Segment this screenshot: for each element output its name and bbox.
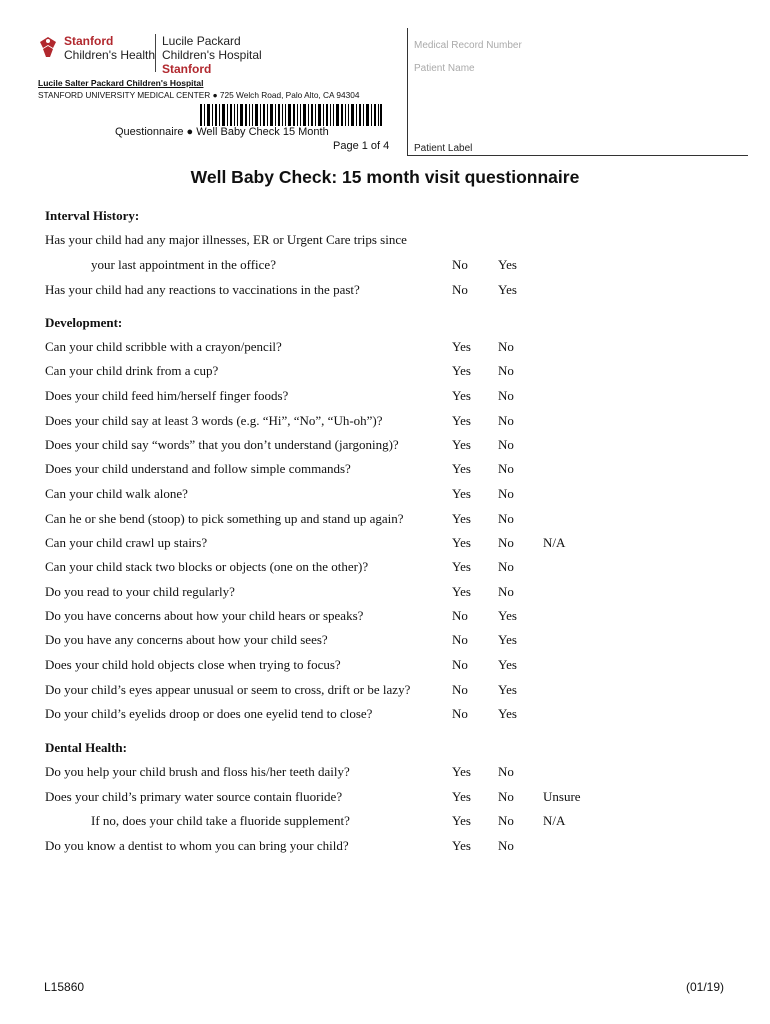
patient-label-border-left: [407, 28, 408, 156]
option-yes[interactable]: Yes: [452, 486, 471, 501]
option-no[interactable]: No: [498, 764, 514, 779]
question-simple-commands: Does your child understand and follow simple commands?: [45, 461, 351, 476]
logo-stanford: Stanford: [64, 34, 114, 48]
option-na[interactable]: N/A: [543, 813, 566, 828]
option-no[interactable]: No: [498, 584, 514, 599]
option-no[interactable]: No: [498, 535, 514, 550]
option-no[interactable]: No: [498, 437, 514, 452]
option-yes[interactable]: Yes: [498, 706, 517, 721]
option-no[interactable]: No: [498, 461, 514, 476]
hospital-address: STANFORD UNIVERSITY MEDICAL CENTER ● 725 Welch Road, Palo Alto, CA 94304: [38, 90, 360, 100]
option-yes[interactable]: Yes: [498, 632, 517, 647]
option-yes[interactable]: Yes: [452, 437, 471, 452]
question-fluoride-supplement: If no, does your child take a fluoride supplement?: [91, 813, 350, 828]
option-yes[interactable]: Yes: [452, 461, 471, 476]
form-code: L15860: [44, 980, 85, 994]
patient-label: Patient Label: [414, 143, 473, 154]
option-yes[interactable]: Yes: [452, 764, 471, 779]
option-yes[interactable]: Yes: [452, 813, 471, 828]
option-no[interactable]: No: [452, 706, 468, 721]
logo-divider: [155, 34, 156, 72]
question-three-words: Does your child say at least 3 words (e.g. “Hi”, “No”, “Uh-oh”)?: [45, 413, 383, 428]
option-no[interactable]: No: [498, 789, 514, 804]
logo-lpch-line1: Lucile Packard: [162, 34, 241, 48]
option-yes[interactable]: Yes: [498, 608, 517, 623]
option-no[interactable]: No: [498, 511, 514, 526]
question-jargoning: Does your child say “words” that you don’t understand (jargoning)?: [45, 437, 399, 452]
section-dental-health: Dental Health:: [45, 740, 127, 755]
option-no[interactable]: No: [498, 559, 514, 574]
barcode-icon: [200, 104, 382, 126]
option-yes[interactable]: Yes: [452, 559, 471, 574]
option-no[interactable]: No: [452, 682, 468, 697]
question-eyes-unusual: Do your child’s eyes appear unusual or seem to cross, drift or be lazy?: [45, 682, 411, 697]
option-yes[interactable]: Yes: [452, 339, 471, 354]
question-finger-foods: Does your child feed him/herself finger foods?: [45, 388, 289, 403]
patient-label-border-bottom: [407, 155, 748, 156]
logo: [38, 34, 298, 78]
option-no[interactable]: No: [452, 282, 468, 297]
question-vaccination-reactions: Has your child had any reactions to vaccinations in the past?: [45, 282, 360, 297]
form-title-line: Questionnaire ● Well Baby Check 15 Month: [115, 126, 329, 138]
page-title: Well Baby Check: 15 month visit questionnaire: [190, 167, 580, 187]
option-yes[interactable]: Yes: [498, 682, 517, 697]
option-no[interactable]: No: [452, 257, 468, 272]
question-hearing-speech-concerns: Do you have concerns about how your child hears or speaks?: [45, 608, 364, 623]
question-illnesses-line2: your last appointment in the office?: [91, 257, 276, 272]
stanford-childrens-logo-icon: [38, 36, 58, 58]
option-no[interactable]: No: [452, 608, 468, 623]
page-number: Page 1 of 4: [333, 140, 390, 152]
question-stack-blocks: Can your child stack two blocks or objects (one on the other)?: [45, 559, 369, 574]
hospital-name: Lucile Salter Packard Children's Hospital: [38, 78, 204, 88]
question-eyelids-droop: Do your child’s eyelids droop or does one eyelid tend to close?: [45, 706, 373, 721]
option-yes[interactable]: Yes: [452, 413, 471, 428]
form-date: (01/19): [686, 980, 725, 994]
option-yes[interactable]: Yes: [452, 388, 471, 403]
question-illnesses-line1: Has your child had any major illnesses, ER or Urgent Care trips since: [45, 232, 407, 247]
option-yes[interactable]: Yes: [498, 282, 517, 297]
question-vision-concerns: Do you have any concerns about how your child sees?: [45, 632, 328, 647]
option-yes[interactable]: Yes: [452, 511, 471, 526]
logo-lpch-line2: Children's Hospital: [162, 48, 262, 62]
question-water-fluoride: Does your child’s primary water source contain fluoride?: [45, 789, 343, 804]
option-na[interactable]: N/A: [543, 535, 566, 550]
option-yes[interactable]: Yes: [452, 789, 471, 804]
question-holds-objects-close: Does your child hold objects close when trying to focus?: [45, 657, 341, 672]
option-no[interactable]: No: [452, 632, 468, 647]
option-yes[interactable]: Yes: [452, 838, 471, 853]
question-scribble: Can your child scribble with a crayon/pencil?: [45, 339, 282, 354]
option-yes[interactable]: Yes: [498, 657, 517, 672]
option-no[interactable]: No: [498, 838, 514, 853]
option-yes[interactable]: Yes: [498, 257, 517, 272]
logo-childrens-health: Children's Health: [64, 48, 156, 62]
option-no[interactable]: No: [498, 813, 514, 828]
section-development: Development:: [45, 315, 123, 330]
option-no[interactable]: No: [498, 486, 514, 501]
option-no[interactable]: No: [498, 363, 514, 378]
logo-lpch-line3: Stanford: [162, 62, 212, 76]
question-drink-cup: Can your child drink from a cup?: [45, 363, 219, 378]
question-brush-floss: Do you help your child brush and floss his/her teeth daily?: [45, 764, 350, 779]
question-crawl-stairs: Can your child crawl up stairs?: [45, 535, 208, 550]
option-no[interactable]: No: [498, 388, 514, 403]
section-interval-history: Interval History:: [45, 208, 140, 223]
question-bend-stoop: Can he or she bend (stoop) to pick something up and stand up again?: [45, 511, 404, 526]
option-no[interactable]: No: [498, 339, 514, 354]
patient-name-label: Patient Name: [414, 63, 475, 74]
question-know-dentist: Do you know a dentist to whom you can bring your child?: [45, 838, 349, 853]
option-yes[interactable]: Yes: [452, 535, 471, 550]
option-yes[interactable]: Yes: [452, 363, 471, 378]
question-walk-alone: Can your child walk alone?: [45, 486, 188, 501]
medical-record-number-label: Medical Record Number: [414, 40, 522, 51]
option-yes[interactable]: Yes: [452, 584, 471, 599]
option-unsure[interactable]: Unsure: [543, 789, 581, 804]
option-no[interactable]: No: [498, 413, 514, 428]
question-read-to-child: Do you read to your child regularly?: [45, 584, 235, 599]
option-no[interactable]: No: [452, 657, 468, 672]
